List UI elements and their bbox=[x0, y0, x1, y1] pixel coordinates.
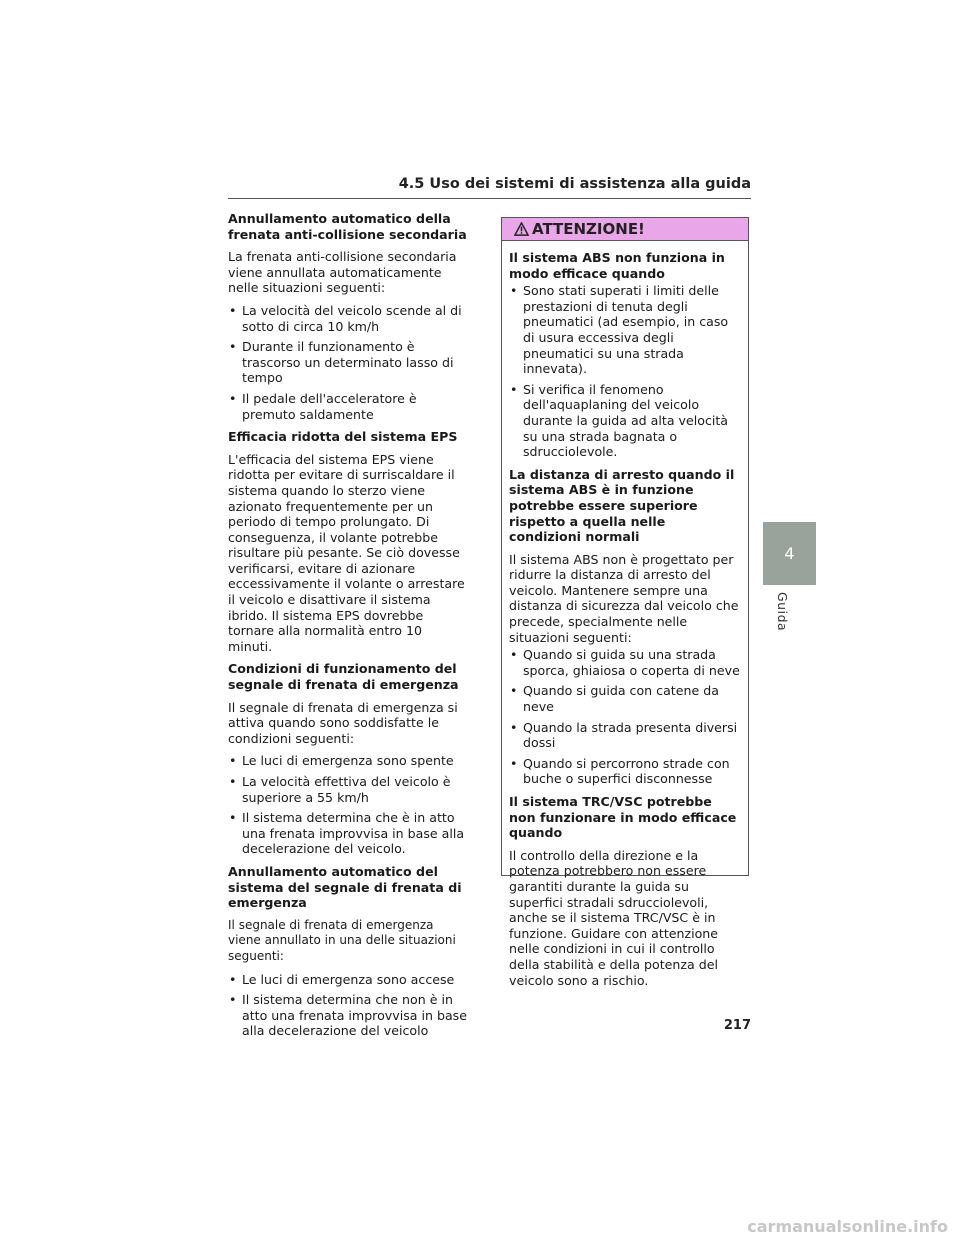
list-item: • Il sistema determina che non è in atto una frenata improvvisa in base alla decelerazione del veicolo bbox=[228, 992, 468, 1039]
heading-stopping-distance: La distanza di arresto quando il sistema ABS è in funzione potrebbe essere superiore rispetto a quella nelle condizioni normali bbox=[509, 466, 735, 545]
list-item: • Si verifica il fenomeno dell'aquaplaning del veicolo durante la guida ad alta velocità su una strada bagnata o sdrucciolevole. bbox=[509, 382, 741, 460]
page-number: 217 bbox=[723, 1018, 751, 1033]
list-item: • Durante il funzionamento è trascorso un determinato lasso di tempo bbox=[228, 339, 468, 386]
list-item: • Sono stati superati i limiti delle prestazioni di tenuta degli pneumatici (ad esempio, in caso di usura eccessiva degli pneumatici su una strada innevata). bbox=[509, 283, 741, 377]
heading-trc-vsc: Il sistema TRC/VSC potrebbe non funzionare in modo efficace quando bbox=[509, 794, 737, 841]
list-item: • Le luci di emergenza sono accese bbox=[228, 972, 468, 988]
list-item: • Il sistema determina che è in atto una frenata improvvisa in base alla decelerazione del veicolo. bbox=[228, 810, 468, 857]
section-title: 4.5 Uso dei sistemi di assistenza alla guida bbox=[398, 176, 751, 192]
list-abs-ineffective bbox=[509, 283, 741, 460]
paragraph-stopping-distance: Il sistema ABS non è progettato per ridurre la distanza di arresto del veicolo. Mantenere sempre una distanza di sicurezza dal veicolo che precede, specialmente nelle situazioni seguenti: bbox=[509, 551, 739, 645]
paragraph-eps: L'efficacia del sistema EPS viene ridotta per evitare di surriscaldare il sistema quando lo sterzo viene azionato frequentemente per un periodo di tempo prolungato. Di conseguenza, il volante potrebbe risultare più pesante. Se ciò dovesse verificarsi, evitare di azionare eccessivamente il volante o arrestare il veicolo e disattivare il sistema ibrido. Il sistema EPS dovrebbe tornare alla normalità entro 10 minuti. bbox=[228, 451, 465, 654]
list-item: • Quando la strada presenta diversi dossi bbox=[509, 720, 741, 751]
chapter-number: 4 bbox=[784, 544, 795, 563]
page-header bbox=[228, 176, 751, 199]
heading-collision-brake-cancel: Annullamento automatico della frenata anti-collisione secondaria bbox=[228, 211, 467, 242]
warning-icon bbox=[514, 222, 529, 236]
left-column bbox=[228, 211, 468, 1046]
heading-abs-ineffective: Il sistema ABS non funziona in modo efficace quando bbox=[509, 250, 725, 281]
list-item: • La velocità effettiva del veicolo è superiore a 55 km/h bbox=[228, 774, 468, 805]
list-collision-brake-conditions bbox=[228, 303, 468, 422]
paragraph-emergency-signal-cancel: Il segnale di frenata di emergenza viene annullato in una delle situazioni seguenti: bbox=[228, 917, 456, 963]
paragraph-trc-vsc: Il controllo della direzione e la potenza potrebbero non essere garantiti durante la guida su superfici stradali sdrucciolevoli, anche se il sistema TRC/VSC è in funzione. Guidare con attenzione nelle condizioni in cui il controllo della stabilità e della potenza del veicolo sono a rischio. bbox=[509, 847, 719, 988]
list-stopping-distance bbox=[509, 647, 741, 787]
heading-emergency-signal-cancel: Annullamento automatico del sistema del segnale di frenata di emergenza bbox=[228, 863, 462, 911]
list-item: • Quando si guida con catene da neve bbox=[509, 683, 741, 714]
list-item: • Quando si guida su una strada sporca, ghiaiosa o coperta di neve bbox=[509, 647, 741, 678]
warning-content bbox=[509, 250, 741, 995]
heading-emergency-signal-conditions: Condizioni di funzionamento del segnale di frenata di emergenza bbox=[228, 661, 459, 693]
list-emergency-signal-conditions bbox=[228, 753, 468, 857]
list-emergency-signal-cancel bbox=[228, 972, 468, 1039]
paragraph-emergency-signal: Il segnale di frenata di emergenza si attiva quando sono soddisfatte le condizioni seguenti: bbox=[228, 699, 458, 746]
heading-eps: Efficacia ridotta del sistema EPS bbox=[228, 429, 458, 445]
footer-watermark: carmanualsonline.info bbox=[747, 1217, 948, 1236]
list-item: • Le luci di emergenza sono spente bbox=[228, 753, 468, 769]
list-item: • La velocità del veicolo scende al di sotto di circa 10 km/h bbox=[228, 303, 468, 334]
warning-title: ATTENZIONE! bbox=[532, 220, 645, 238]
list-item: • Il pedale dell'acceleratore è premuto saldamente bbox=[228, 391, 468, 422]
warning-header bbox=[502, 218, 748, 241]
list-item: • Quando si percorrono strade con buche o superfici disconnesse bbox=[509, 756, 741, 787]
paragraph-collision-brake: La frenata anti-collisione secondaria viene annullata automaticamente nelle situazioni seguenti: bbox=[228, 249, 457, 296]
chapter-label: Guida bbox=[775, 592, 790, 632]
